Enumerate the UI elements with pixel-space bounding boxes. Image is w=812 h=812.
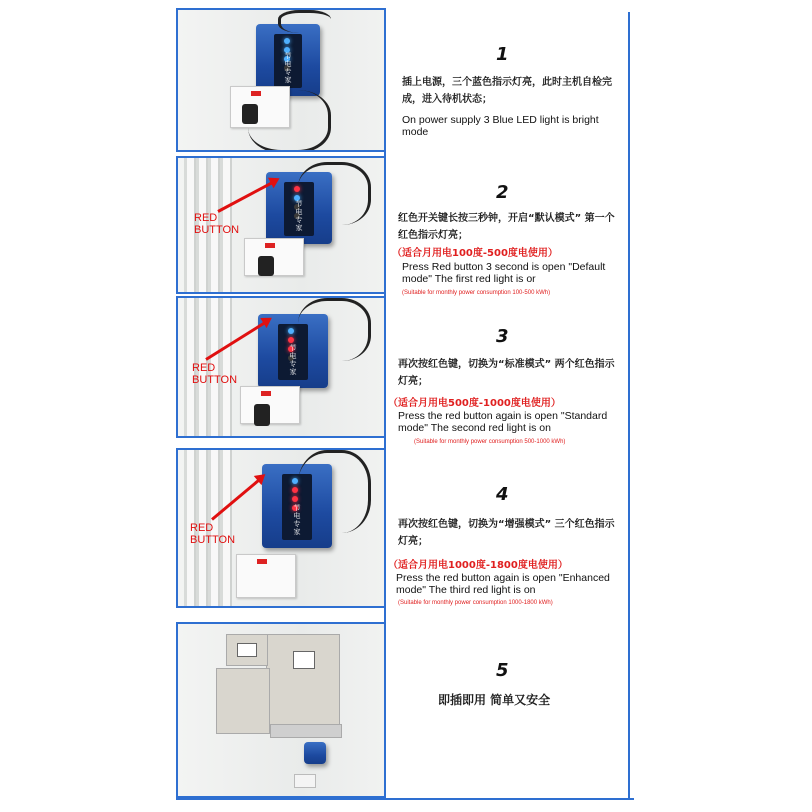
- step2-usage-note: (Suitable for monthly power consumption 100-500 kWh): [402, 290, 551, 296]
- step5-photo: [176, 622, 386, 798]
- wall-socket: [236, 554, 296, 598]
- step-number: 2: [496, 182, 509, 203]
- step3-english-text: Press the red button again is open "Standard mode" The second red light is on: [398, 410, 608, 434]
- step-number: 3: [496, 326, 509, 347]
- step2-english-text: Press Red button 3 second is open "Default mode" The first red light is or: [402, 261, 606, 285]
- step2-photo: [176, 156, 386, 294]
- step-number: 1: [496, 44, 509, 65]
- meter-box: [226, 634, 268, 666]
- step4-chinese-text: 再次按红色键，切换为“增强模式” 三个红色指示灯亮；: [398, 519, 615, 547]
- device-label: 节电专家: [293, 504, 301, 536]
- step4-usage-note: (Suitable for monthly power consumption 1000-1800 kWh): [398, 600, 553, 606]
- step4-english-text: Press the red button again is open "Enhanced mode" The third red light is on: [396, 572, 610, 596]
- wall-socket: [244, 238, 304, 276]
- distribution-box: [216, 668, 270, 734]
- step1-chinese-text: 插上电源，三个蓝色指示灯亮，此时主机自检完成，进入待机状态；: [402, 77, 612, 105]
- energy-saver-device: [304, 742, 326, 764]
- device-label: 节电专家: [295, 200, 303, 232]
- step-number: 4: [496, 484, 509, 505]
- step1-english-text: On power supply 3 Blue LED light is bright mode: [402, 114, 599, 138]
- step3-usage-note: (Suitable for monthly power consumption 500-1000 kWh): [414, 439, 566, 445]
- device-label: 节电专家: [289, 344, 297, 376]
- step4-usage-range: （适合月用电1000度-1800度电使用）: [388, 560, 568, 571]
- red-button-label: RED BUTTON: [190, 522, 236, 546]
- device-label: 节电专家: [284, 52, 292, 84]
- step5-chinese-text: 即插即用 简单又安全: [438, 693, 551, 707]
- step4-photo: [176, 448, 386, 608]
- step3-usage-range: （适合月用电500度-1000度电使用）: [388, 398, 561, 409]
- step-number: 5: [496, 660, 509, 681]
- wall-socket: [240, 386, 300, 424]
- electrical-cabinet: [266, 634, 340, 726]
- step2-usage-range: （适合月用电100度-500度电使用）: [392, 248, 558, 259]
- red-button-label: RED BUTTON: [194, 212, 240, 236]
- step3-photo: [176, 296, 386, 438]
- outer-frame-bottom: [176, 798, 634, 801]
- step2-chinese-text: 红色开关键长按三秒钟，开启“默认模式” 第一个红色指示灯亮；: [398, 213, 615, 241]
- step3-chinese-text: 再次按红色键，切换为“标准模式” 两个红色指示灯亮；: [398, 359, 615, 387]
- red-button-label: RED BUTTON: [192, 362, 238, 386]
- step1-photo: [176, 8, 386, 152]
